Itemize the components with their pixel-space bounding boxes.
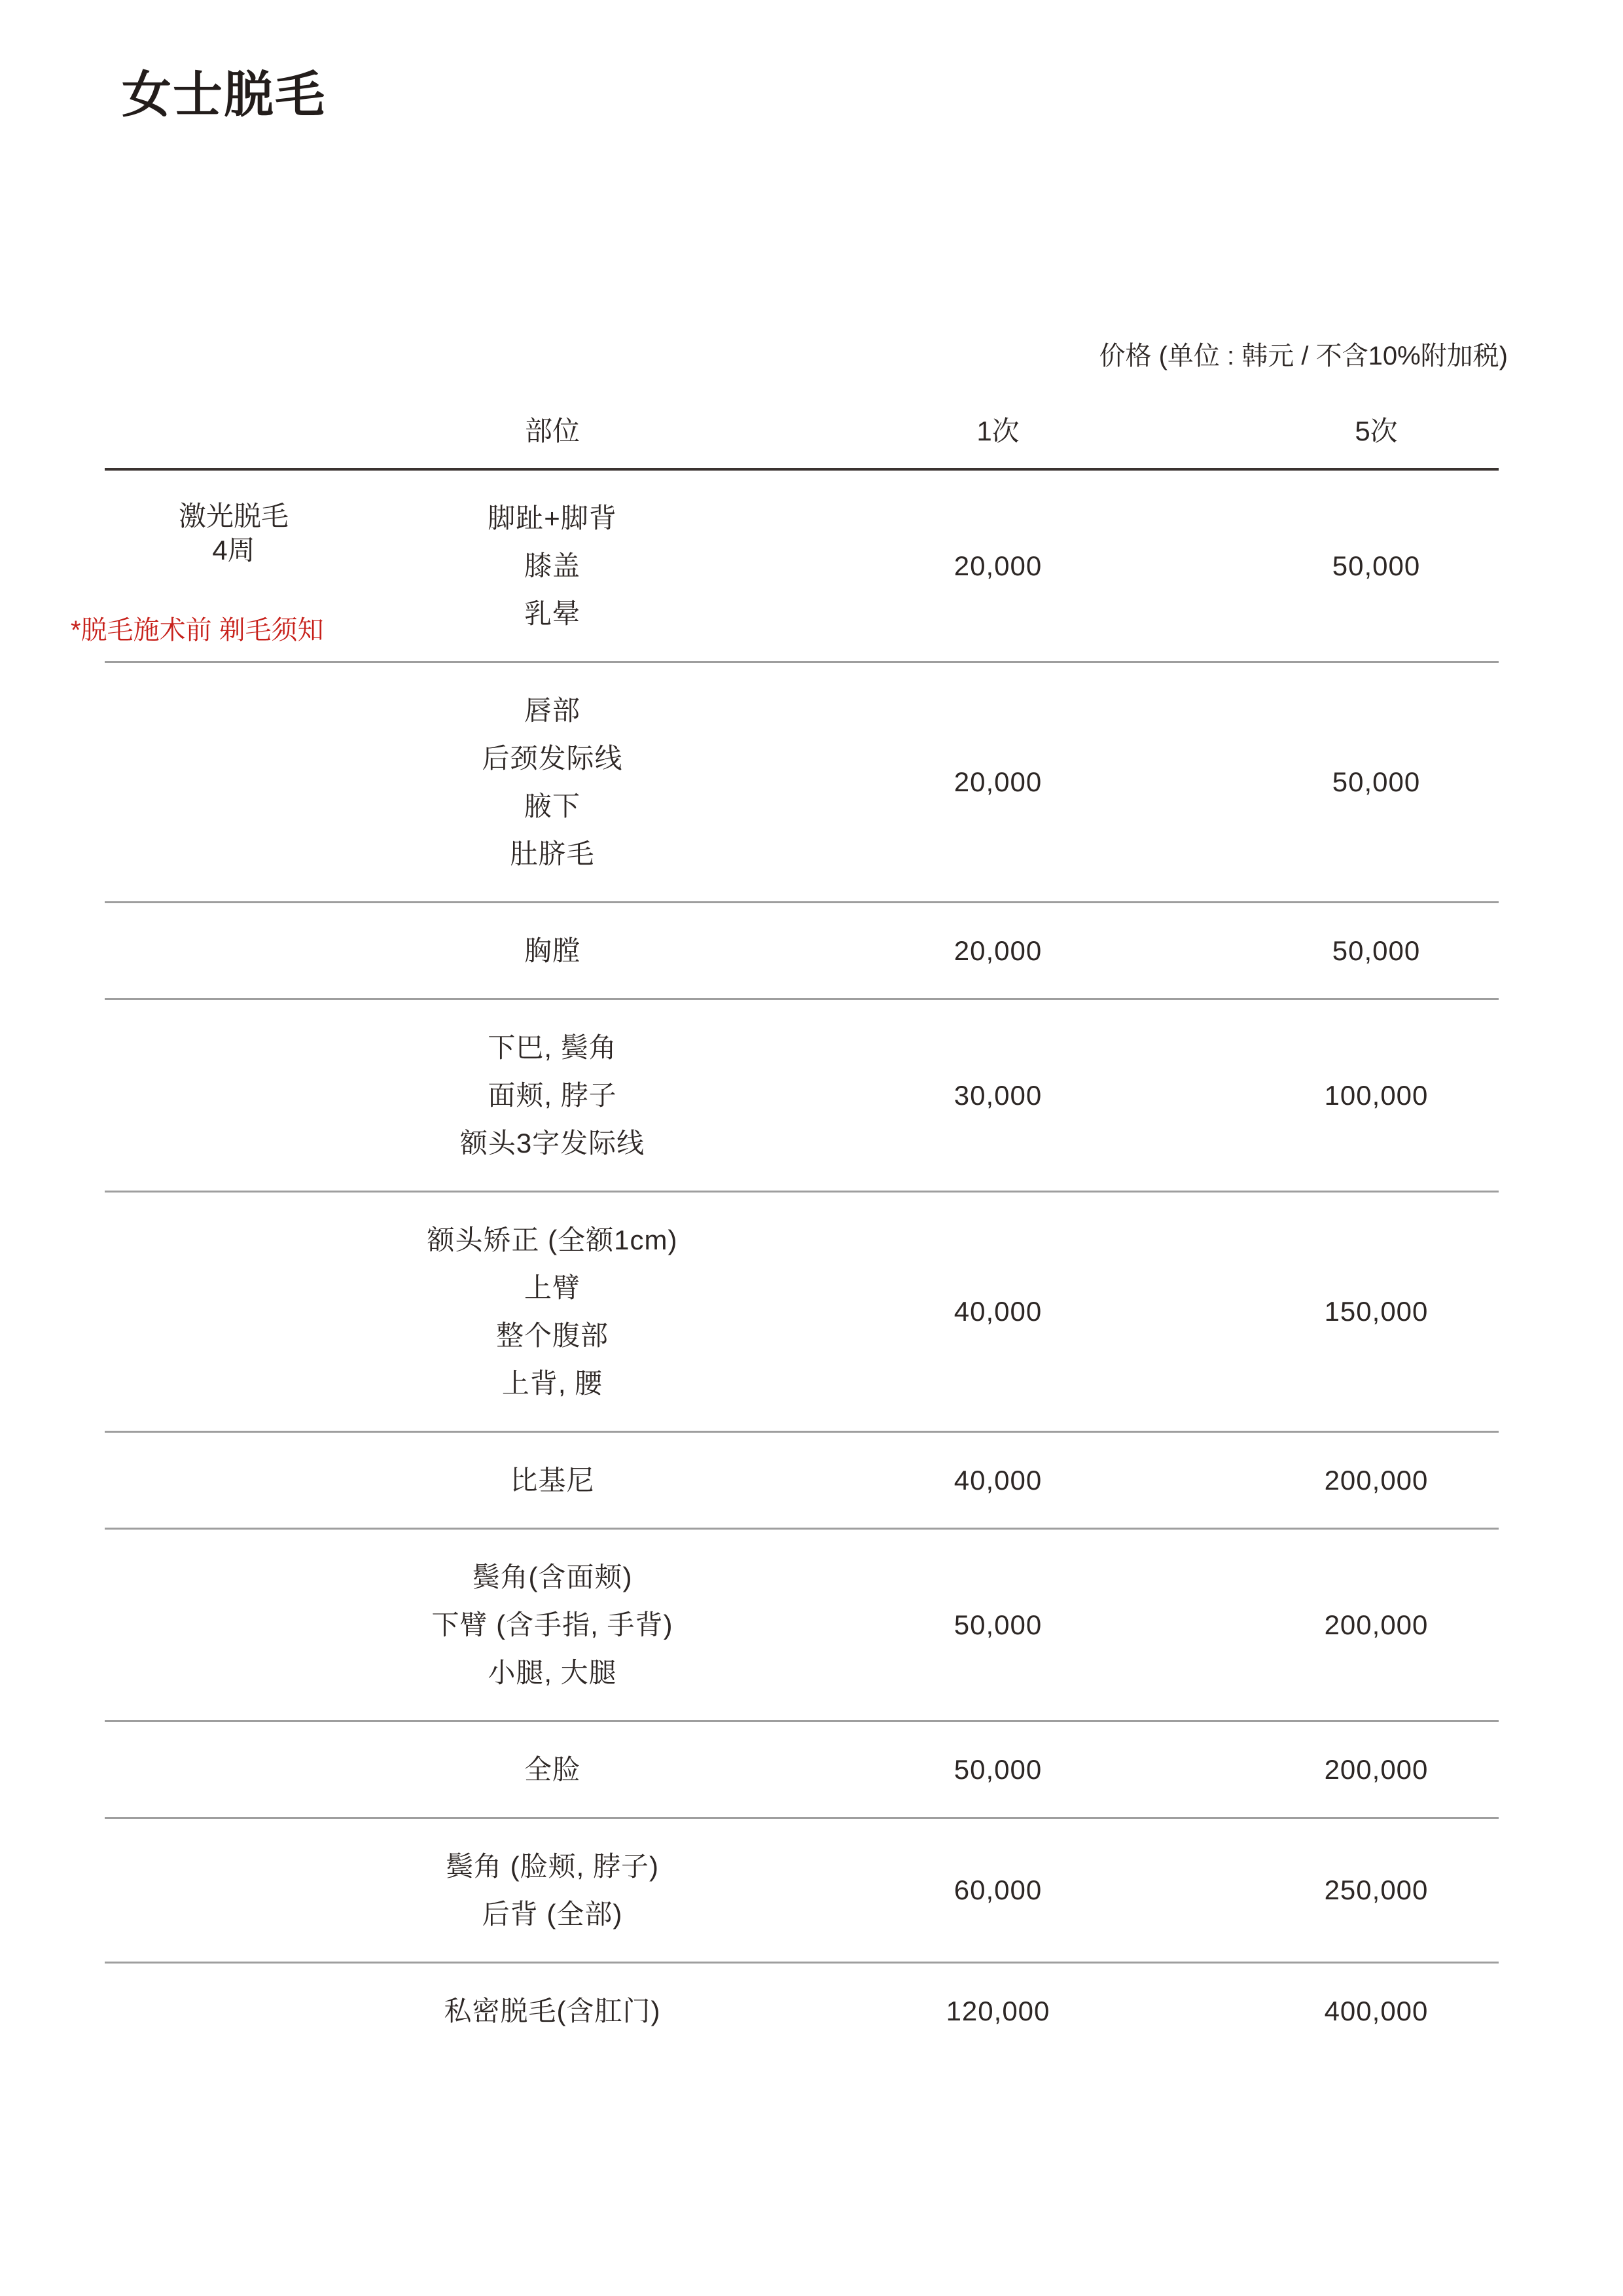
row-parts	[363, 927, 742, 975]
category-label-line2: 4周	[212, 535, 255, 565]
part-name: 整个腹部	[495, 1320, 609, 1351]
price-5-sessions: 50,000	[1332, 766, 1421, 797]
price-1-session: 20,000	[954, 935, 1043, 966]
price-1-session: 120,000	[946, 1995, 1050, 2026]
part-name: 额头3字发际线	[459, 1128, 645, 1158]
price-unit-note: 价格 (单位 : 韩元 / 不含10%附加税)	[1099, 342, 1508, 370]
price-5-sessions: 250,000	[1324, 1874, 1429, 1905]
part-name: 唇部	[524, 695, 580, 726]
part-name: 上背, 腰	[501, 1368, 603, 1399]
table-row	[105, 1819, 1499, 1964]
price-1-session: 40,000	[954, 1296, 1043, 1327]
header-part: 部位	[524, 416, 580, 446]
price-5-sessions: 200,000	[1324, 1464, 1429, 1496]
table-body	[71, 471, 1499, 2058]
price-5-sessions: 200,000	[1324, 1753, 1429, 1785]
table-row	[105, 663, 1499, 903]
price-1-session: 20,000	[954, 550, 1043, 581]
row-parts	[363, 1842, 742, 1938]
header-5-sessions: 5次	[1355, 416, 1398, 446]
price-5-sessions: 150,000	[1324, 1296, 1429, 1327]
part-name: 鬓角(含面颊)	[472, 1562, 633, 1592]
price-5-sessions: 200,000	[1324, 1609, 1429, 1640]
price-5-sessions: 50,000	[1332, 935, 1421, 966]
table-row	[105, 1000, 1499, 1193]
row-parts	[363, 687, 742, 878]
price-5-sessions: 100,000	[1324, 1079, 1429, 1111]
row-parts	[363, 1024, 742, 1167]
shaving-warning-note: *脱毛施术前 剃毛须知	[71, 616, 324, 645]
table-rows	[105, 471, 1499, 2058]
table-row	[105, 1722, 1499, 1819]
part-name: 脚趾+脚背	[488, 503, 617, 533]
row-parts	[363, 1746, 742, 1793]
row-parts	[363, 1216, 742, 1407]
price-5-sessions: 50,000	[1332, 550, 1421, 581]
category-label	[71, 499, 363, 645]
price-1-session: 50,000	[954, 1609, 1043, 1640]
price-5-sessions: 400,000	[1324, 1995, 1429, 2026]
part-name: 胸膛	[524, 935, 580, 966]
price-1-session: 40,000	[954, 1464, 1043, 1496]
part-name: 私密脱毛(含肛门)	[444, 1996, 661, 2026]
part-name: 下臂 (含手指, 手背)	[431, 1609, 673, 1640]
header-1-session: 1次	[976, 416, 1020, 446]
table-row	[105, 1193, 1499, 1433]
row-parts	[363, 1553, 742, 1696]
page-title: 女士脱毛	[122, 67, 326, 123]
row-parts	[363, 1456, 742, 1504]
part-name: 比基尼	[510, 1465, 595, 1496]
part-name: 面颊, 脖子	[488, 1080, 617, 1111]
price-1-session: 60,000	[954, 1874, 1043, 1905]
part-name: 腋下	[524, 791, 580, 821]
row-parts	[363, 494, 742, 637]
part-name: 膝盖	[524, 550, 580, 581]
part-name: 肚脐毛	[510, 838, 595, 869]
price-1-session: 50,000	[954, 1753, 1043, 1785]
part-name: 后颈发际线	[482, 743, 623, 774]
table-row	[105, 1964, 1499, 2058]
category-label-line1: 激光脱毛	[178, 501, 289, 531]
price-1-session: 30,000	[954, 1079, 1043, 1111]
table-header-row	[105, 406, 1499, 453]
part-name: 下巴, 鬓角	[488, 1032, 617, 1063]
part-name: 额头矫正 (全额1cm)	[427, 1225, 678, 1255]
part-name: 小腿, 大腿	[488, 1657, 617, 1688]
table-row	[105, 903, 1499, 1000]
price-table	[71, 406, 1499, 2058]
part-name: 鬓角 (脸颊, 脖子)	[446, 1851, 659, 1882]
part-name: 上臂	[524, 1272, 580, 1303]
part-name: 后背 (全部)	[482, 1899, 623, 1929]
table-row	[105, 1433, 1499, 1530]
table-row	[105, 1530, 1499, 1722]
part-name: 全脸	[524, 1754, 580, 1785]
price-1-session: 20,000	[954, 766, 1043, 797]
part-name: 乳晕	[524, 598, 580, 629]
row-parts	[363, 1987, 742, 2035]
